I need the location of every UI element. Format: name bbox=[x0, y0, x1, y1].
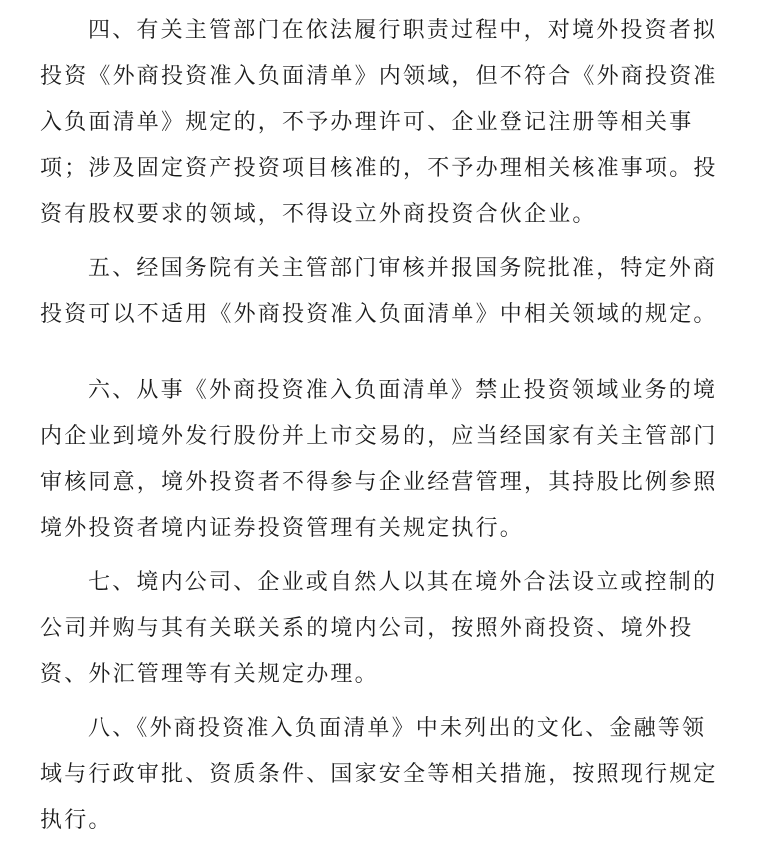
paragraph-line: 执行。 bbox=[40, 808, 113, 833]
paragraph-line: 四、有关主管部门在依法履行职责过程中，对境外投资者拟 bbox=[88, 18, 718, 43]
paragraph-6 bbox=[40, 368, 752, 552]
paragraph-line: 入负面清单》规定的，不予办理许可、企业登记注册等相关事 bbox=[40, 110, 694, 135]
paragraph-line: 六、从事《外商投资准入负面清单》禁止投资领域业务的境 bbox=[88, 378, 718, 403]
paragraph-line: 五、经国务院有关主管部门审核并报国务院批准，特定外商 bbox=[88, 256, 718, 281]
paragraph-line: 公司并购与其有关联关系的境内公司，按照外商投资、境外投 bbox=[40, 616, 694, 641]
paragraph-line: 资有股权要求的领域，不得设立外商投资合伙企业。 bbox=[40, 202, 597, 227]
paragraph-7 bbox=[40, 560, 752, 698]
paragraph-line: 项；涉及固定资产投资项目核准的，不予办理相关核准事项。投 bbox=[40, 156, 718, 181]
paragraph-line: 内企业到境外发行股份并上市交易的，应当经国家有关主管部门 bbox=[40, 424, 718, 449]
paragraph-5 bbox=[40, 246, 752, 338]
paragraph-line: 八、《外商投资准入负面清单》中未列出的文化、金融等领 bbox=[88, 716, 707, 741]
paragraph-line: 境外投资者境内证券投资管理有关规定执行。 bbox=[40, 516, 525, 541]
paragraph-4 bbox=[40, 8, 752, 238]
document-page bbox=[40, 8, 752, 852]
paragraph-line: 投资《外商投资准入负面清单》内领域，但不符合《外商投资准 bbox=[40, 64, 718, 89]
paragraph-line: 域与行政审批、资质条件、国家安全等相关措施，按照现行规定 bbox=[40, 762, 718, 787]
paragraph-line: 投资可以不适用《外商投资准入负面清单》中相关领域的规定。 bbox=[40, 302, 718, 327]
paragraph-line: 资、外汇管理等有关规定办理。 bbox=[40, 662, 379, 687]
paragraph-line: 七、境内公司、企业或自然人以其在境外合法设立或控制的 bbox=[88, 570, 718, 595]
paragraph-line: 审核同意，境外投资者不得参与企业经营管理，其持股比例参照 bbox=[40, 470, 718, 495]
paragraph-8 bbox=[40, 706, 752, 844]
